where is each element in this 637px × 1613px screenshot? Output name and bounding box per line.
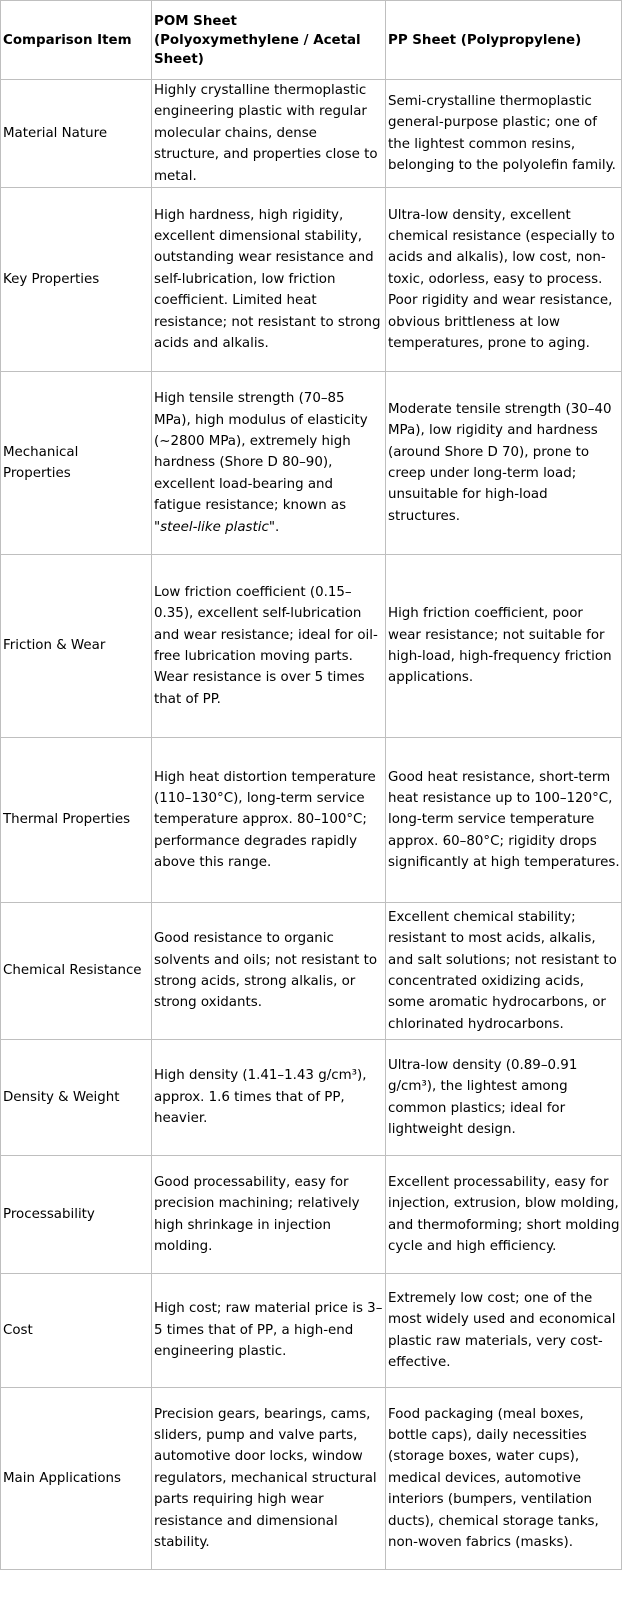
pom-cell: High hardness, high rigidity, excellent dimensional stability, outstanding wear resistance and self-lubrication, low friction coefficient. Limited heat resistance; not resistant to strong acids and alkalis. xyxy=(152,188,386,372)
pom-cell: High density (1.41–1.43 g/cm³), approx. 1.6 times that of PP, heavier. xyxy=(152,1040,386,1156)
pom-cell xyxy=(152,372,386,555)
pp-cell: High friction coefficient, poor wear resistance; not suitable for high-load, high-frequency friction applications. xyxy=(386,555,622,738)
row-label: Chemical Resistance xyxy=(1,903,152,1040)
pp-cell: Food packaging (meal boxes, bottle caps), daily necessities (storage boxes, water cups), medical devices, automotive interiors (bumpers, ventilation ducts), chemical storage tanks, non-woven fabrics (masks). xyxy=(386,1388,622,1570)
table-row xyxy=(1,903,622,1040)
pp-cell: Ultra-low density (0.89–0.91 g/cm³), the lightest among common plastics; ideal for lightweight design. xyxy=(386,1040,622,1156)
pp-cell: Semi-crystalline thermoplastic general-purpose plastic; one of the lightest common resins, belonging to the polyolefin family. xyxy=(386,80,622,188)
row-label: Key Properties xyxy=(1,188,152,372)
pom-text-end: . xyxy=(275,519,280,535)
table-row xyxy=(1,1040,622,1156)
pom-cell: Highly crystalline thermoplastic engineering plastic with regular molecular chains, dense structure, and properties close to metal. xyxy=(152,80,386,188)
pom-cell: Low friction coefficient (0.15–0.35), excellent self-lubrication and wear resistance; ideal for oil-free lubrication moving parts. Wear resistance is over 5 times that of PP. xyxy=(152,555,386,738)
pp-cell: Extremely low cost; one of the most widely used and economical plastic raw materials, very cost-effective. xyxy=(386,1274,622,1388)
pp-cell: Good heat resistance, short-term heat resistance up to 100–120°C, long-term service temperature approx. 60–80°C; rigidity drops significantly at high temperatures. xyxy=(386,738,622,903)
row-label: Processability xyxy=(1,1156,152,1274)
table-row xyxy=(1,555,622,738)
pom-cell: Precision gears, bearings, cams, sliders, pump and valve parts, automotive door locks, window regulators, mechanical structural parts requiring high wear resistance and dimensional stability. xyxy=(152,1388,386,1570)
row-label: Density & Weight xyxy=(1,1040,152,1156)
steel-like-plastic-emphasis: "steel-like plastic" xyxy=(154,519,275,535)
table-row xyxy=(1,1156,622,1274)
table-header-row xyxy=(1,1,622,80)
row-label: Cost xyxy=(1,1274,152,1388)
pom-cell: High cost; raw material price is 3–5 times that of PP, a high-end engineering plastic. xyxy=(152,1274,386,1388)
pp-cell: Moderate tensile strength (30–40 MPa), low rigidity and hardness (around Shore D 70), prone to creep under long-term load; unsuitable for high-load structures. xyxy=(386,372,622,555)
header-comparison-item: Comparison Item xyxy=(1,1,152,80)
row-label: Thermal Properties xyxy=(1,738,152,903)
row-label: Material Nature xyxy=(1,80,152,188)
table-row xyxy=(1,188,622,372)
table-row xyxy=(1,1274,622,1388)
table-row xyxy=(1,738,622,903)
pom-cell: Good resistance to organic solvents and oils; not resistant to strong acids, strong alkalis, or strong oxidants. xyxy=(152,903,386,1040)
header-pom-sheet: POM Sheet (Polyoxymethylene / Acetal Sheet) xyxy=(152,1,386,80)
table-row xyxy=(1,80,622,188)
row-label: Main Applications xyxy=(1,1388,152,1570)
pp-cell: Ultra-low density, excellent chemical resistance (especially to acids and alkalis), low cost, non-toxic, odorless, easy to process. Poor rigidity and wear resistance, obvious brittleness at low temperatures, prone to aging. xyxy=(386,188,622,372)
pp-cell: Excellent chemical stability; resistant to most acids, alkalis, and salt solutions; not resistant to concentrated oxidizing acids, some aromatic hydrocarbons, or chlorinated hydrocarbons. xyxy=(386,903,622,1040)
row-label: Friction & Wear xyxy=(1,555,152,738)
pom-cell: High heat distortion temperature (110–130°C), long-term service temperature approx. 80–100°C; performance degrades rapidly above this range. xyxy=(152,738,386,903)
table-row xyxy=(1,1388,622,1570)
pom-text: High tensile strength (70–85 MPa), high modulus of elasticity (~2800 MPa), extremely high hardness (Shore D 80–90), excellent load-bearing and fatigue resistance; known as xyxy=(154,391,368,514)
row-label: Mechanical Properties xyxy=(1,372,152,555)
pom-cell: Good processability, easy for precision machining; relatively high shrinkage in injection molding. xyxy=(152,1156,386,1274)
pp-cell: Excellent processability, easy for injection, extrusion, blow molding, and thermoforming; short molding cycle and high efficiency. xyxy=(386,1156,622,1274)
header-pp-sheet: PP Sheet (Polypropylene) xyxy=(386,1,622,80)
table-row xyxy=(1,372,622,555)
